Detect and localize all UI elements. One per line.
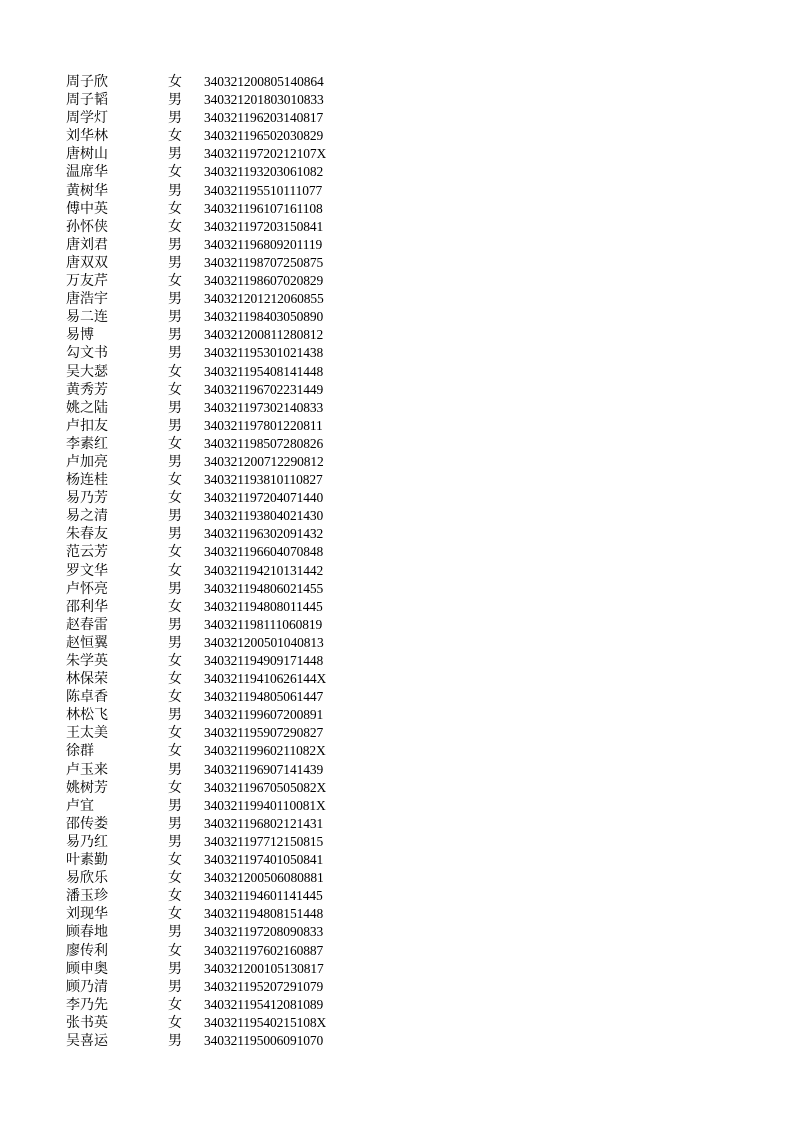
- name-cell: 傅中英: [66, 200, 108, 217]
- table-row: [66, 634, 326, 652]
- id-number-cell: 340321196907141439: [204, 761, 324, 777]
- id-number-cell: 340321193203061082: [204, 164, 324, 180]
- gender-cell: 男: [168, 182, 182, 199]
- table-row: [66, 652, 326, 670]
- id-number-cell: 340321197203150841: [204, 218, 324, 234]
- gender-cell: 男: [168, 399, 182, 416]
- gender-cell: 男: [168, 327, 182, 344]
- id-number-cell: 340321197204071440: [204, 490, 324, 506]
- gender-cell: 女: [168, 1014, 182, 1031]
- name-cell: 刘现华: [66, 906, 108, 923]
- table-row: [66, 978, 326, 996]
- name-cell: 易乃红: [66, 833, 108, 850]
- id-number-cell: 340321194909171448: [204, 653, 324, 668]
- gender-cell: 男: [168, 761, 182, 778]
- id-number-cell: 340321200506080881: [204, 870, 324, 886]
- id-number-cell: 34032119670505082X: [204, 779, 327, 795]
- id-number-cell: 340321195207291079: [204, 978, 324, 994]
- id-number-cell: 340321196809201119: [204, 236, 323, 252]
- table-row: [66, 960, 326, 978]
- table-row: [66, 254, 326, 272]
- name-cell: 温席华: [66, 164, 108, 181]
- gender-cell: 女: [168, 779, 182, 796]
- name-cell: 廖传利: [66, 942, 108, 959]
- table-row: [66, 742, 326, 760]
- id-number-cell: 340321197401050841: [204, 852, 324, 868]
- name-cell: 黄树华: [66, 182, 108, 199]
- id-number-cell: 340321197302140833: [204, 399, 324, 415]
- name-cell: 朱学英: [66, 653, 108, 669]
- name-cell: 卢扣友: [66, 417, 108, 434]
- id-number-cell: 340321198403050890: [204, 309, 324, 325]
- gender-cell: 男: [168, 924, 182, 941]
- id-number-cell: 340321201212060855: [204, 291, 324, 307]
- id-number-cell: 34032119720212107X: [204, 146, 327, 162]
- table-row: [66, 381, 326, 399]
- gender-cell: 男: [168, 508, 182, 525]
- name-cell: 叶素勤: [66, 852, 108, 869]
- table-row: [66, 905, 326, 923]
- name-cell: 姚树芳: [66, 779, 108, 796]
- gender-cell: 女: [168, 870, 182, 887]
- name-cell: 周子韬: [66, 92, 108, 109]
- name-cell: 林松飞: [66, 707, 108, 724]
- name-cell: 唐浩宇: [66, 291, 108, 308]
- gender-cell: 男: [168, 1032, 182, 1049]
- table-row: [66, 507, 326, 525]
- name-cell: 邵传娄: [66, 815, 108, 832]
- id-number-cell: 340321195408141448: [204, 363, 324, 379]
- table-row: [66, 562, 326, 580]
- gender-cell: 女: [168, 128, 182, 145]
- name-cell: 唐刘君: [66, 236, 108, 253]
- name-cell: 吴喜运: [66, 1032, 108, 1049]
- gender-cell: 男: [168, 815, 182, 832]
- table-row: [66, 779, 326, 797]
- id-number-cell: 340321196604070848: [204, 544, 324, 560]
- name-cell: 姚之陆: [66, 399, 108, 416]
- table-row: [66, 706, 326, 724]
- id-number-cell: 340321196802121431: [204, 815, 324, 831]
- table-row: [66, 73, 326, 91]
- table-row: [66, 435, 326, 453]
- table-row: [66, 833, 326, 851]
- gender-cell: 女: [168, 725, 182, 742]
- name-cell: 邵利华: [66, 598, 108, 615]
- gender-cell: 男: [168, 345, 182, 362]
- table-row: [66, 91, 326, 109]
- name-cell: 易乃芳: [66, 490, 108, 507]
- id-number-cell: 340321198507280826: [204, 435, 324, 451]
- table-row: [66, 182, 326, 200]
- gender-cell: 女: [168, 888, 182, 905]
- id-number-cell: 340321194808011445: [204, 598, 323, 614]
- name-cell: 顾申奥: [66, 960, 108, 977]
- gender-cell: 男: [168, 960, 182, 977]
- id-number-cell: 340321194601141445: [204, 888, 323, 904]
- gender-cell: 男: [168, 797, 182, 814]
- name-cell: 李素红: [66, 435, 108, 452]
- name-cell: 徐群: [66, 743, 94, 760]
- gender-cell: 男: [168, 92, 182, 109]
- id-number-cell: 340321198607020829: [204, 273, 324, 289]
- id-number-cell: 340321197712150815: [204, 833, 324, 849]
- table-row: [66, 272, 326, 290]
- gender-cell: 女: [168, 906, 182, 923]
- gender-cell: 男: [168, 453, 182, 470]
- gender-cell: 女: [168, 200, 182, 217]
- name-cell: 易欣乐: [66, 870, 108, 887]
- id-number-cell: 340321195907290827: [204, 725, 324, 741]
- id-number-cell: 340321197602160887: [204, 942, 324, 958]
- table-row: [66, 1014, 326, 1032]
- id-number-cell: 34032119410626144X: [204, 671, 327, 687]
- table-row: [66, 453, 326, 471]
- id-number-cell: 340321196203140817: [204, 110, 324, 126]
- name-cell: 黄秀芳: [66, 381, 108, 398]
- id-number-cell: 34032119940110081X: [204, 797, 326, 813]
- name-cell: 孙怀侠: [66, 218, 108, 235]
- id-number-cell: 340321200105130817: [204, 960, 324, 976]
- id-number-cell: 340321196107161108: [204, 200, 323, 216]
- name-cell: 潘玉珍: [66, 888, 108, 905]
- name-cell: 卢玉来: [66, 761, 108, 778]
- gender-cell: 男: [168, 833, 182, 850]
- id-number-cell: 340321193810110827: [204, 472, 323, 488]
- gender-cell: 女: [168, 273, 182, 290]
- gender-cell: 女: [168, 74, 182, 90]
- name-cell: 勾文书: [66, 345, 108, 362]
- table-row: [66, 580, 326, 598]
- gender-cell: 女: [168, 164, 182, 181]
- gender-cell: 女: [168, 562, 182, 579]
- table-row: [66, 851, 326, 869]
- table-row: [66, 344, 326, 362]
- id-number-cell: 34032119540215108X: [204, 1014, 327, 1030]
- gender-cell: 女: [168, 381, 182, 398]
- name-cell: 陈卓香: [66, 689, 108, 706]
- table-row: [66, 525, 326, 543]
- name-cell: 卢加亮: [66, 453, 108, 470]
- gender-cell: 女: [168, 363, 182, 380]
- name-cell: 卢怀亮: [66, 580, 108, 597]
- name-cell: 吴大瑟: [66, 363, 108, 380]
- gender-cell: 男: [168, 291, 182, 308]
- id-number-cell: 340321196302091432: [204, 526, 324, 542]
- id-number-cell: 34032119960211082X: [204, 743, 326, 759]
- id-number-cell: 340321197208090833: [204, 924, 324, 940]
- table-row: [66, 923, 326, 941]
- name-cell: 万友芹: [66, 273, 108, 290]
- gender-cell: 男: [168, 634, 182, 651]
- table-row: [66, 127, 326, 145]
- gender-cell: 女: [168, 996, 182, 1013]
- table-row: [66, 543, 326, 561]
- table-row: [66, 399, 326, 417]
- id-number-cell: 340321194805061447: [204, 689, 324, 705]
- name-cell: 唐双双: [66, 254, 108, 271]
- name-cell: 顾乃清: [66, 978, 108, 995]
- name-cell: 刘华林: [66, 128, 108, 145]
- name-cell: 易之清: [66, 508, 108, 525]
- table-row: [66, 363, 326, 381]
- gender-cell: 男: [168, 146, 182, 163]
- table-row: [66, 724, 326, 742]
- id-number-cell: 340321200712290812: [204, 453, 324, 469]
- id-number-cell: 340321194806021455: [204, 580, 324, 596]
- gender-cell: 男: [168, 417, 182, 434]
- table-row: [66, 942, 326, 960]
- gender-cell: 女: [168, 852, 182, 869]
- name-cell: 罗文华: [66, 562, 108, 579]
- gender-cell: 男: [168, 978, 182, 995]
- id-number-cell: 340321200501040813: [204, 634, 324, 650]
- gender-cell: 女: [168, 435, 182, 452]
- name-cell: 易博: [66, 327, 94, 344]
- name-cell: 卢宜: [66, 797, 94, 814]
- name-cell: 林保荣: [66, 671, 108, 688]
- table-row: [66, 489, 326, 507]
- name-cell: 张书英: [66, 1014, 108, 1031]
- id-number-cell: 340321200811280812: [204, 327, 324, 343]
- gender-cell: 女: [168, 671, 182, 688]
- gender-cell: 女: [168, 689, 182, 706]
- table-row: [66, 290, 326, 308]
- name-cell: 顾春地: [66, 924, 108, 941]
- name-cell: 唐树山: [66, 146, 108, 163]
- id-number-cell: 340321195301021438: [204, 345, 324, 361]
- id-number-cell: 340321195006091070: [204, 1032, 324, 1048]
- table-row: [66, 326, 326, 344]
- id-number-cell: 340321196702231449: [204, 381, 324, 397]
- table-row: [66, 616, 326, 634]
- table-row: [66, 236, 326, 254]
- id-number-cell: 340321198707250875: [204, 254, 324, 270]
- table-row: [66, 163, 326, 181]
- gender-cell: 男: [168, 616, 182, 633]
- table-row: [66, 145, 326, 163]
- table-row: [66, 200, 326, 218]
- gender-cell: 男: [168, 254, 182, 271]
- table-row: [66, 815, 326, 833]
- id-number-cell: 340321195510111077: [204, 182, 323, 198]
- id-number-cell: 340321195412081089: [204, 996, 324, 1012]
- gender-cell: 女: [168, 490, 182, 507]
- table-row: [66, 218, 326, 236]
- gender-cell: 女: [168, 942, 182, 959]
- gender-cell: 女: [168, 653, 182, 669]
- table-row: [66, 417, 326, 435]
- id-number-cell: 340321201803010833: [204, 92, 324, 108]
- roster-list: [66, 73, 326, 1050]
- name-cell: 周子欣: [66, 74, 108, 90]
- table-row: [66, 109, 326, 127]
- id-number-cell: 340321199607200891: [204, 707, 324, 723]
- id-number-cell: 340321193804021430: [204, 508, 324, 524]
- table-row: [66, 670, 326, 688]
- gender-cell: 男: [168, 110, 182, 127]
- name-cell: 朱春友: [66, 526, 108, 543]
- gender-cell: 女: [168, 472, 182, 489]
- table-row: [66, 1032, 326, 1050]
- id-number-cell: 340321194808151448: [204, 906, 324, 922]
- gender-cell: 男: [168, 526, 182, 543]
- table-row: [66, 308, 326, 326]
- name-cell: 赵恒翼: [66, 634, 108, 651]
- table-row: [66, 887, 326, 905]
- gender-cell: 女: [168, 743, 182, 760]
- gender-cell: 女: [168, 218, 182, 235]
- table-row: [66, 869, 326, 887]
- table-row: [66, 797, 326, 815]
- id-number-cell: 340321200805140864: [204, 74, 324, 89]
- id-number-cell: 340321197801220811: [204, 417, 323, 433]
- id-number-cell: 340321196502030829: [204, 128, 324, 144]
- table-row: [66, 761, 326, 779]
- gender-cell: 男: [168, 580, 182, 597]
- id-number-cell: 340321198111060819: [204, 616, 323, 632]
- name-cell: 王太美: [66, 725, 108, 742]
- gender-cell: 女: [168, 598, 182, 615]
- name-cell: 赵春雷: [66, 616, 108, 633]
- gender-cell: 男: [168, 236, 182, 253]
- gender-cell: 女: [168, 544, 182, 561]
- name-cell: 易二连: [66, 309, 108, 326]
- name-cell: 周学灯: [66, 110, 108, 127]
- gender-cell: 男: [168, 707, 182, 724]
- table-row: [66, 471, 326, 489]
- name-cell: 范云芳: [66, 544, 108, 561]
- name-cell: 李乃先: [66, 996, 108, 1013]
- name-cell: 杨连桂: [66, 472, 108, 489]
- gender-cell: 男: [168, 309, 182, 326]
- table-row: [66, 688, 326, 706]
- table-row: [66, 598, 326, 616]
- id-number-cell: 340321194210131442: [204, 562, 324, 578]
- table-row: [66, 996, 326, 1014]
